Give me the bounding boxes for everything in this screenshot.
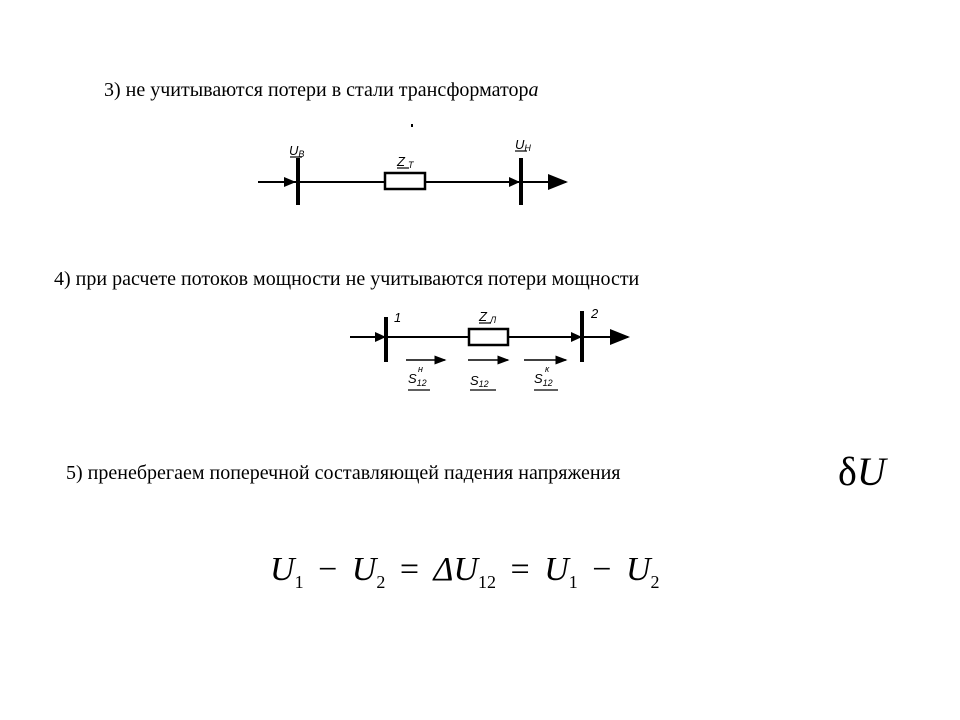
s-mid-label: S12 [470,373,489,389]
transformer-diagram [258,124,566,205]
delta-u-var: U [856,449,886,494]
line-impedance-box [469,329,508,345]
tick-mark [411,124,413,127]
item-5-main: 5) пренебрегаем поперечной составляющей падения напряжения [66,462,621,484]
s-start-label: $S_{12}$ [408,371,427,388]
formula-u3-sub: 1 [568,572,578,592]
formula-u1: U [270,551,295,588]
node-1-label: 1 [394,310,402,325]
line-diagram [350,306,628,390]
s-end-sup: к [545,364,550,374]
formula-u3: U [544,551,569,588]
voltage-drop-formula [270,550,660,594]
formula-u2: U [351,551,377,588]
u-right-label: UН [515,137,531,153]
s-start-sup: н [418,364,423,374]
s-end-label: $S_{12}$ [534,371,553,388]
formula-u2-sub: 2 [376,572,386,592]
formula-equals-2: = [510,551,530,588]
formula-delta-u: ΔU [433,551,479,588]
formula-u1-sub: 1 [294,572,304,592]
transformer-entry-arrow [284,177,296,187]
z-line-label: Z Л [479,309,497,325]
formula-equals-1: = [399,551,419,588]
formula-u4: U [625,551,651,588]
z-transformer-label: Z Т [397,154,414,170]
formula-u4-sub: 2 [650,572,660,592]
node-2-label: 2 [591,306,599,321]
formula-minus-2: − [592,551,612,588]
item-3-tail: а [528,79,539,101]
formula-delta-sub: 12 [478,572,497,592]
bus-right-arrow [509,177,520,187]
formula-minus-1: − [318,551,338,588]
item-3-main: 3) не учитываются потери в стали трансформатор [104,79,529,101]
item-4-main: 4) при расчете потоков мощности не учитываются потери мощности [54,268,640,290]
u-left-label: UВ [289,143,305,159]
transformer-impedance-box [385,173,425,189]
delta-u-greek: δ [838,449,857,494]
